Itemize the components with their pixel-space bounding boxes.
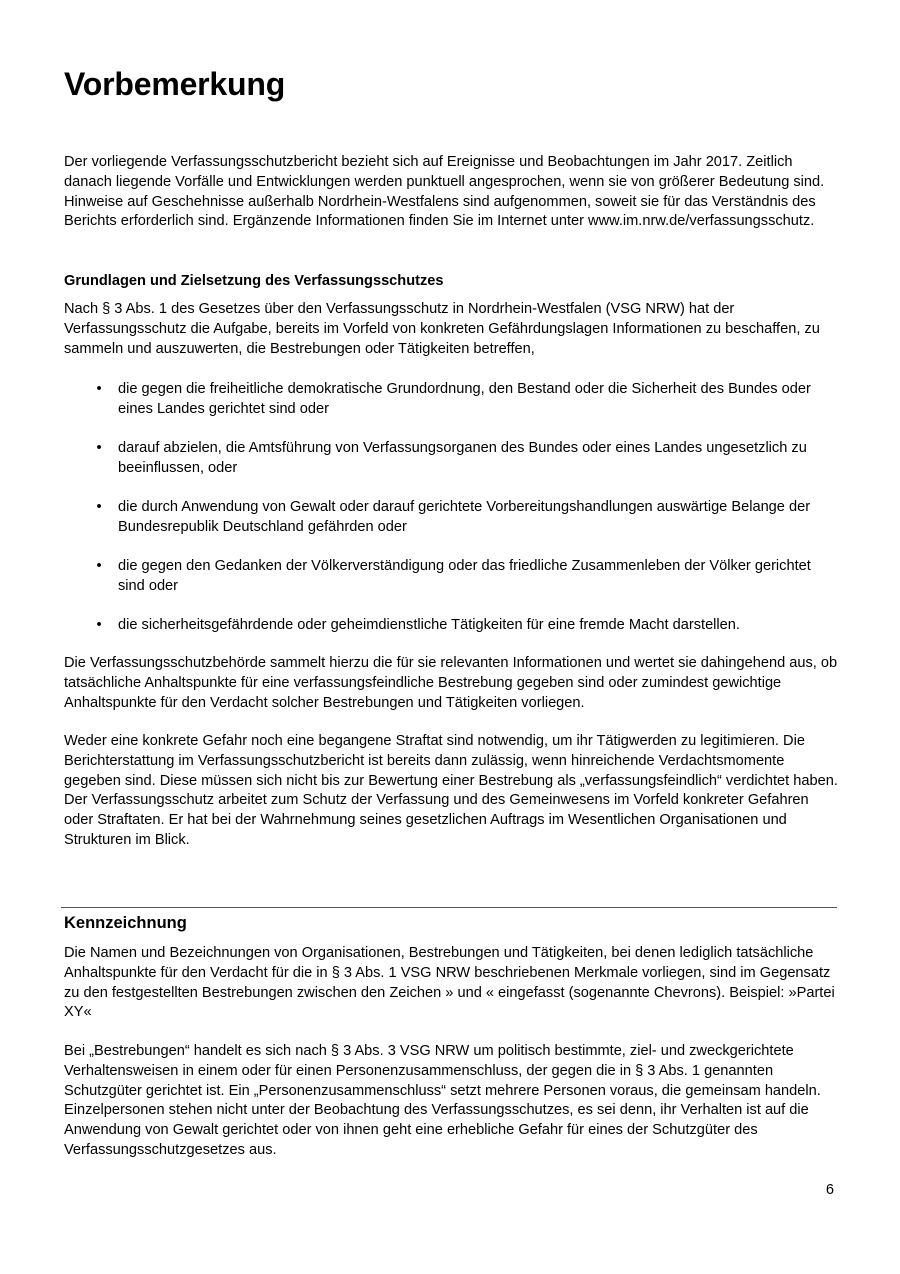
section-divider: [61, 907, 837, 908]
list-item: [96, 380, 840, 420]
list-item-text: die sicherheitsgefährdende oder geheimdienstliche Tätigkeiten für eine fremde Macht darstellen.: [118, 617, 740, 633]
page-title: Vorbemerkung: [64, 66, 286, 102]
grundlagen-paragraph-3: Weder eine konkrete Gefahr noch eine begangene Straftat sind notwendig, um ihr Tätigwerden zu legitimieren. Die Berichterstattung im Verfassungsschutzbericht ist bereits dann zulässig, wenn hinreichende Verdachtsmomente gegeben sind. Diese müssen sich nicht bis zur Bewertung einer Bestrebung als „verfassungsfeindlich“ verdichtet haben. Der Verfassungsschutz arbeitet zum Schutz der Verfassung und des Gemeinwesens im Vorfeld konkreter Gefahren oder Straftaten. Er hat bei der Wahrnehmung seines gesetzlichen Auftrags im Wesentlichen Organisationen und Strukturen im Blick.: [64, 733, 838, 848]
list-item-text: die durch Anwendung von Gewalt oder darauf gerichtete Vorbereitungshandlungen auswärtige Belange der Bundesrepublik Deutschland gefährden oder: [118, 499, 811, 535]
list-item: [96, 498, 840, 538]
grundlagen-lead-paragraph: Nach § 3 Abs. 1 des Gesetzes über den Verfassungsschutz in Nordrhein-Westfalen (VSG NRW) hat der Verfassungsschutz die Aufgabe, bereits im Vorfeld von konkreten Gefährdungslagen Informationen zu beschaffen, zu sammeln und auszuwerten, die Bestrebungen oder Tätigkeiten betreffen,: [64, 301, 820, 357]
grundlagen-heading: Grundlagen und Zielsetzung des Verfassungsschutzes: [64, 273, 444, 289]
page-number: 6: [825, 1182, 834, 1198]
list-item-text: darauf abzielen, die Amtsführung von Verfassungsorganen des Bundes oder eines Landes ungesetzlich zu beeinflussen, oder: [118, 440, 807, 476]
grundlagen-paragraph-2: Die Verfassungsschutzbehörde sammelt hierzu die für sie relevanten Informationen und wertet sie dahingehend aus, ob tatsächliche Anhaltspunkte für eine verfassungsfeindliche Bestrebung gegeben sind oder zumindest gewichtige Anhaltspunkte für den Verdacht solcher Bestrebungen und Tätigkeiten vorliegen.: [64, 655, 838, 711]
bullet-icon: •: [96, 381, 102, 397]
kennzeichnung-heading: Kennzeichnung: [64, 914, 187, 932]
bullet-icon: •: [96, 440, 102, 456]
kennzeichnung-paragraph-2: Bei „Bestrebungen“ handelt es sich nach § 3 Abs. 3 VSG NRW um politisch bestimmte, ziel- und zweckgerichtete Verhaltensweisen in einem oder für einen Personenzusammenschluss, der gegen die in § 3 Abs. 1 genannten Schutzgüter gerichtet ist. Ein „Personenzusammenschluss“ setzt mehrere Personen voraus, die gemeinsam handeln. Einzelpersonen stehen nicht unter der Beobachtung des Verfassungsschutzes, es sei denn, ihr Verhalten ist auf die Anwendung von Gewalt gerichtet oder von ihnen geht eine erhebliche Gefahr für eines der Schutzgüter des Verfassungsschutzgesetzes aus.: [64, 1043, 821, 1158]
kennzeichnung-paragraph-1: Die Namen und Bezeichnungen von Organisationen, Bestrebungen und Tätigkeiten, bei denen lediglich tatsächliche Anhaltspunkte für den Verdacht für die in § 3 Abs. 1 VSG NRW beschriebenen Merkmale vorliegen, sind im Gegensatz zu den festgestellten Bestrebungen zwischen den Zeichen » und « eingefasst (sogenannte Chevrons). Beispiel: »Partei XY«: [64, 945, 835, 1021]
list-item: [96, 439, 840, 479]
list-item-text: die gegen die freiheitliche demokratische Grundordnung, den Bestand oder die Sicherheit des Bundes oder eines Landes gerichtet sind oder: [118, 381, 811, 417]
bullet-icon: •: [96, 499, 102, 515]
bullet-icon: •: [96, 558, 102, 574]
bullet-icon: •: [96, 617, 102, 633]
intro-paragraph: Der vorliegende Verfassungsschutzbericht bezieht sich auf Ereignisse und Beobachtungen im Jahr 2017. Zeitlich danach liegende Vorfälle und Entwicklungen werden punktuell angesprochen, wenn sie von größerer Bedeutung sind. Hinweise auf Geschehnisse außerhalb Nordrhein-Westfalens sind aufgenommen, soweit sie für das Verständnis des Berichts erforderlich sind. Ergänzende Informationen finden Sie im Internet unter www.im.nrw.de/verfassungsschutz.: [64, 154, 825, 230]
list-item: [96, 557, 840, 597]
list-item-text: die gegen den Gedanken der Völkerverständigung oder das friedliche Zusammenleben der Völker gerichtet sind oder: [118, 558, 811, 594]
list-item: [96, 616, 840, 636]
